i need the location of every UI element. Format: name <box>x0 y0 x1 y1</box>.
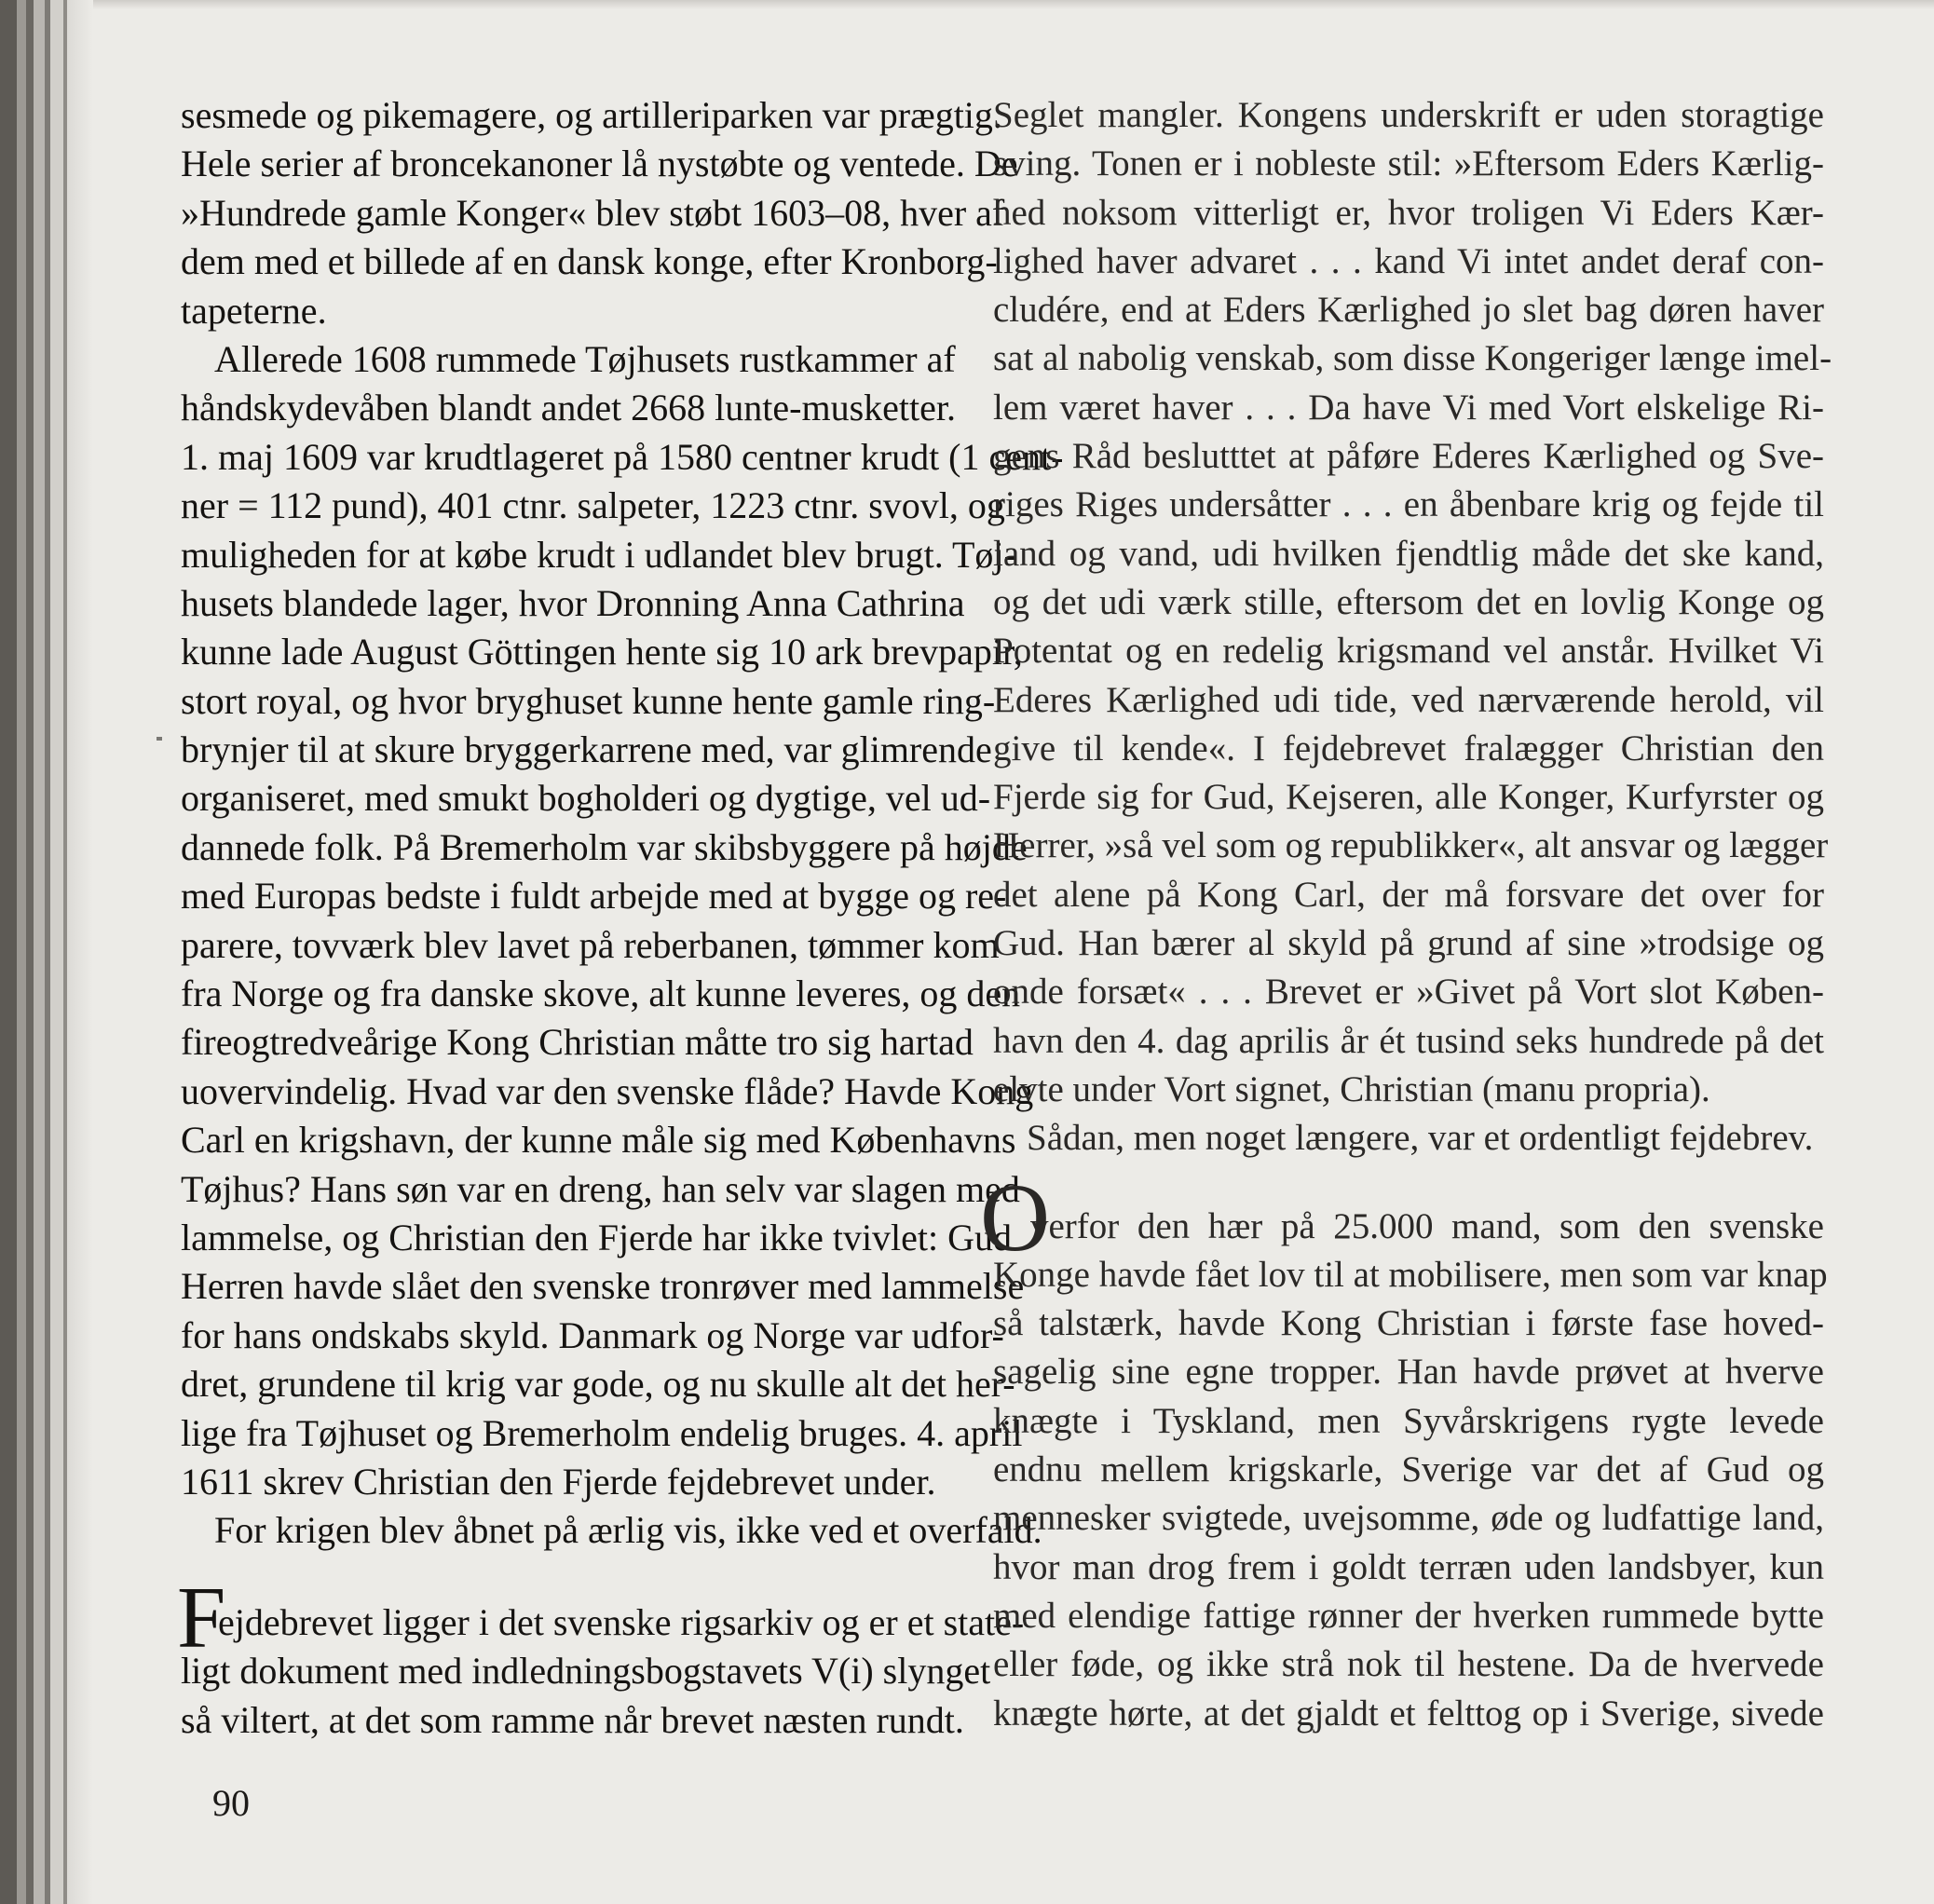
text-line: Herren havde slået den svenske tronrøver med lammelse <box>181 1265 1025 1308</box>
text-line <box>980 1163 1824 1272</box>
right-section <box>980 1163 1828 1738</box>
text-line: med Europas bedste i fuldt arbejde med at bygge og re- <box>181 875 1007 918</box>
text-line: elvte under Vort signet, Christian (manu propria). <box>993 1068 1710 1109</box>
left-section <box>177 1569 1025 1745</box>
right-column <box>980 91 1832 1738</box>
text-line: Hele serier af broncekanoner lå nystøbte og ventede. De <box>181 143 1018 185</box>
text-line: ner = 112 pund), 401 ctnr. salpeter, 1223 ctnr. svovl, og <box>181 484 1005 527</box>
text-line: husets blandede lager, hvor Dronning Anna Cathrina <box>181 581 965 624</box>
right-paragraph-1 <box>993 91 1832 1114</box>
text-line: Tøjhus? Hans søn var en dreng, han selv var slagen med <box>181 1167 1020 1210</box>
text-line: fireogtredveårige Kong Christian måtte tro sig hartad <box>181 1021 974 1064</box>
text-line: fra Norge og fra danske skove, alt kunne leveres, og den <box>181 972 1021 1015</box>
text-line: parere, tovværk blev lavet på reberbanen, tømmer kom <box>181 923 1000 966</box>
text-line: lammelse, og Christian den Fjerde har ikke tvivlet: Gud <box>181 1216 1013 1258</box>
text-line: med elendige fattige rønner der hverken rummede bytte <box>993 1595 1824 1636</box>
text-line: lem været haver . . . Da have Vi med Vort elskelige Ri- <box>993 387 1824 428</box>
text-line: for hans ondskabs skyld. Danmark og Norge var udfor- <box>181 1313 1004 1356</box>
text-line: knægte hørte, at det gjaldt et felttog op i Sverige, sivede <box>993 1693 1824 1734</box>
text-line: stort royal, og hvor bryghuset kunne hente gamle ring- <box>181 679 996 722</box>
text-line: Ederes Kærlighed udi tide, ved nærværende herold, vil <box>993 679 1824 720</box>
page-number: 90 <box>212 1782 250 1824</box>
text-line: riges Riges undersåtter . . . en åbenbare krig og fejde til <box>993 484 1824 525</box>
text-line: Fjerde sig for Gud, Kejseren, alle Konger, Kurfyrster og <box>993 777 1824 818</box>
text-line: sagelig sine egne tropper. Han havde prøvet at hverve <box>993 1352 1824 1393</box>
text-line: hvor man drog frem i goldt terræn uden landsbyer, kun <box>993 1546 1824 1587</box>
right-paragraph-2 <box>993 1114 1824 1163</box>
left-column <box>177 91 1064 1745</box>
text-line: mennesker svigtede, uvejsomme, øde og ludfattige land, <box>993 1498 1824 1539</box>
text-line: havn den 4. dag aprilis år ét tusind seks hundrede på det <box>993 1020 1824 1061</box>
text-line: 1. maj 1609 var krudtlageret på 1580 centner krudt (1 cent- <box>181 435 1064 478</box>
text-line: organiseret, med smukt bogholderi og dygtige, vel ud- <box>181 777 991 820</box>
text-line: give til kende«. I fejdebrevet fralægger Christian den <box>993 728 1824 768</box>
text-line: håndskydevåben blandt andet 2668 lunte-musketter. <box>181 387 957 429</box>
text-line: muligheden for at købe krudt i udlandet blev brugt. Tøj- <box>181 533 1016 576</box>
text-line-content: verfor den hær på 25.000 mand, som den svenske <box>1030 1205 1824 1246</box>
text-line: gens Råd beslutttet at påføre Ederes Kærlighed og Sve- <box>993 436 1824 477</box>
text-line: Herrer, »så vel som og republikker«, alt ansvar og lægger <box>993 825 1829 866</box>
text-line: sat al nabolig venskab, som disse Kongeriger længe imel- <box>993 338 1832 379</box>
text-line: 1611 skrev Christian den Fjerde fejdebrevet under. <box>181 1460 936 1503</box>
text-line: uovervindelig. Hvad var den svenske flåde? Havde Kong <box>181 1069 1034 1112</box>
margin-mark <box>157 737 162 741</box>
text-line: sesmede og pikemagere, og artilleriparken var prægtig. <box>181 94 1002 136</box>
text-line: Sådan, men noget længere, var et ordentligt fejdebrev. <box>1027 1118 1814 1159</box>
text-line: og det udi værk stille, eftersom det en lovlig Konge og <box>993 581 1824 622</box>
text-line: Konge havde fået lov til at mobilisere, men som var knap <box>993 1254 1828 1295</box>
text-line: »Hundrede gamle Konger« blev støbt 1603–08, hver af <box>181 191 1005 234</box>
text-line: onde forsæt« . . . Brevet er »Givet på Vort slot Køben- <box>993 972 1824 1013</box>
drop-cap: F <box>177 1569 226 1666</box>
text-line: så talstærk, havde Kong Christian i første fase hoved- <box>993 1303 1824 1344</box>
text-line: brynjer til at skure bryggerkarrene med, var glimrende <box>181 728 992 771</box>
drop-cap: O <box>980 1163 1051 1272</box>
text-line: Seglet mangler. Kongens underskrift er uden storagtige <box>993 95 1824 135</box>
text-line: cludére, end at Eders Kærlighed jo slet bag døren haver <box>993 290 1824 331</box>
text-line: ligt dokument med indledningsbogstavets V(i) slynget <box>181 1650 991 1693</box>
text-line: sving. Tonen er i nobleste stil: »Eftersom Eders Kærlig- <box>993 143 1824 184</box>
text-line: Gud. Han bærer al skyld på grund af sine »trodsige og <box>993 923 1824 964</box>
page-edges <box>0 0 93 1904</box>
text-line: tapeterne. <box>181 289 327 332</box>
text-line: land og vand, udi hvilken fjendtlig måde det ske kand, <box>993 533 1824 574</box>
text-line: det alene på Kong Carl, der må forsvare det over for <box>993 874 1824 915</box>
text-line: Carl en krigshavn, der kunne måle sig med Københavns <box>181 1119 1016 1162</box>
text-line <box>177 1569 1025 1666</box>
text-line: lige fra Tøjhuset og Bremerholm endelig bruges. 4. april <box>181 1411 1023 1454</box>
left-paragraph-2 <box>181 335 1064 1506</box>
text-line: dem med et billede af en dansk konge, efter Kronborg- <box>181 240 998 283</box>
text-line: For krigen blev åbnet på ærlig vis, ikke ved et overfald. <box>214 1509 1042 1552</box>
text-line: Potentat og en redelig krigsmand vel anstår. Hvilket Vi <box>993 631 1824 672</box>
left-paragraph-1 <box>181 91 1018 335</box>
text-line: Allerede 1608 rummede Tøjhusets rustkammer af <box>214 337 956 380</box>
text-line: kunne lade August Göttingen hente sig 10 ark brevpapir, <box>181 631 1023 673</box>
left-paragraph-3 <box>181 1506 1042 1555</box>
top-edge-shadow <box>0 0 1934 9</box>
text-line: lighed haver advaret . . . kand Vi intet andet deraf con- <box>993 240 1824 281</box>
text-line: dannede folk. På Bremerholm var skibsbyggere på højde <box>181 825 1028 868</box>
text-line: hed noksom vitterligt er, hvor troligen Vi Eders Kær- <box>993 192 1824 233</box>
text-line-content: ejdebrevet ligger i det svenske rigsarkiv og er et state- <box>218 1600 1025 1643</box>
text-line: så viltert, at det som ramme når brevet næsten rundt. <box>181 1698 964 1741</box>
text-line: knægte i Tyskland, men Syvårskrigens rygte levede <box>993 1400 1824 1441</box>
text-line: endnu mellem krigskarle, Sverige var det af Gud og <box>993 1449 1824 1490</box>
text-line: eller føde, og ikke strå nok til hestene. Da de hvervede <box>993 1644 1824 1685</box>
text-line: dret, grundene til krig var gode, og nu skulle alt det her- <box>181 1363 1015 1406</box>
